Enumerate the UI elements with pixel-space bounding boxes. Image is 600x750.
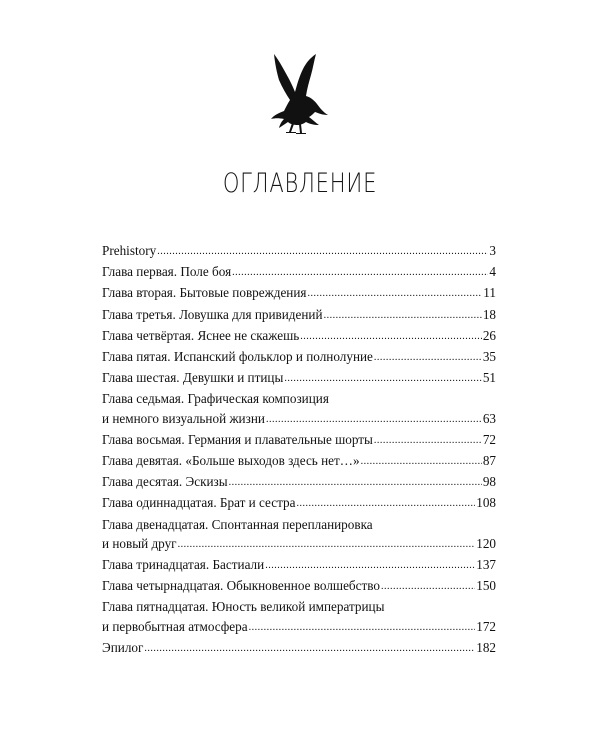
toc-entry-title: Эпилог [102,639,144,655]
dot-leader [144,639,475,658]
toc-entry-title: Глава одиннадцатая. Брат и сестра [102,495,296,511]
dot-leader [308,284,483,303]
toc-entry-title: Глава восьмая. Германия и плавательные шорты [102,431,373,447]
toc-entry[interactable] [102,451,496,472]
dot-leader [324,306,482,325]
toc-entry-page-number: 137 [476,557,496,573]
dot-leader [229,473,482,492]
toc-entry-title: Глава первая. Поле боя [102,264,232,280]
toc-entry-page-number: 63 [482,410,496,426]
toc-entry-title: Глава третья. Ловушка для привидений [102,306,323,322]
toc-entry[interactable] [102,472,496,493]
toc-entry-page-number: 18 [482,306,496,322]
toc-entry[interactable] [102,515,496,555]
dot-leader [157,242,488,261]
toc-entry-title: Глава четырнадцатая. Обыкновенное волшебство [102,578,380,594]
dot-leader [249,618,476,637]
page-title: ОГЛАВЛЕНИЕ [222,168,378,199]
toc-entry-page-number: 26 [482,327,496,343]
toc-entry-title: Prehistory [102,243,157,258]
toc-entry[interactable] [102,597,496,637]
toc-entry-page-number: 35 [482,349,496,365]
toc-entry[interactable] [102,576,496,597]
toc-entry-title: и первобытная атмосфера [102,618,248,634]
toc-entry-title: Глава девятая. «Больше выходов здесь нет…» [102,453,360,469]
toc-entry[interactable] [102,241,496,262]
toc-entry-title-line: Глава пятнадцатая. Юность великой императрицы [102,599,385,615]
dot-leader [300,327,482,346]
dot-leader [374,348,482,367]
toc-entry-page-number: 51 [482,370,496,386]
toc-entry-title: Глава четвёртая. Яснее не скажешь [102,327,300,343]
toc-entry[interactable] [102,305,496,326]
toc-entry[interactable] [102,638,496,659]
toc-entry-page-number: 87 [482,453,496,469]
toc-entry-title: и немного визуальной жизни [102,410,265,426]
toc-entry-title: Глава тринадцатая. Бастиали [102,557,265,573]
dot-leader [232,263,488,282]
toc-entry-page-number: 108 [476,495,496,511]
toc-entry-page-number: 72 [482,431,496,447]
toc-entry[interactable] [102,283,496,304]
toc-entry-page-number: 4 [489,264,496,280]
raven-icon [262,52,332,136]
toc-entry-title: Глава вторая. Бытовые повреждения [102,285,307,301]
toc-entry-page-number: 172 [476,618,496,634]
dot-leader [296,494,475,513]
dot-leader [265,556,475,575]
toc-entry-page-number: 3 [489,243,496,258]
toc-entry-page-number: 182 [476,639,496,655]
dot-leader [374,431,482,450]
toc-entry[interactable] [102,262,496,283]
toc-entry[interactable] [102,555,496,576]
toc-entry[interactable] [102,326,496,347]
toc-entry-title-line: Глава двенадцатая. Спонтанная перепланировка [102,516,373,532]
toc-entry-page-number: 150 [476,578,496,594]
toc-entry[interactable] [102,389,496,429]
toc-entry-page-number: 120 [476,535,496,551]
dot-leader [361,452,482,471]
toc-entry-page-number: 11 [483,285,496,301]
toc-entry[interactable] [102,347,496,368]
toc-entry[interactable] [102,493,496,514]
toc-entry-title: Глава десятая. Эскизы [102,474,228,490]
dot-leader [381,577,475,596]
dot-leader [178,535,476,554]
dot-leader [284,369,481,388]
toc-entry-title: Глава шестая. Девушки и птицы [102,370,284,386]
toc-entry[interactable] [102,368,496,389]
toc-entry-title-line: Глава седьмая. Графическая композиция [102,391,329,407]
toc-entry-title: и новый друг [102,535,177,551]
table-of-contents [102,241,496,659]
dot-leader [266,410,482,429]
toc-entry-page-number: 98 [482,474,496,490]
toc-entry-title: Глава пятая. Испанский фольклор и полнолуние [102,349,373,365]
toc-entry[interactable] [102,430,496,451]
